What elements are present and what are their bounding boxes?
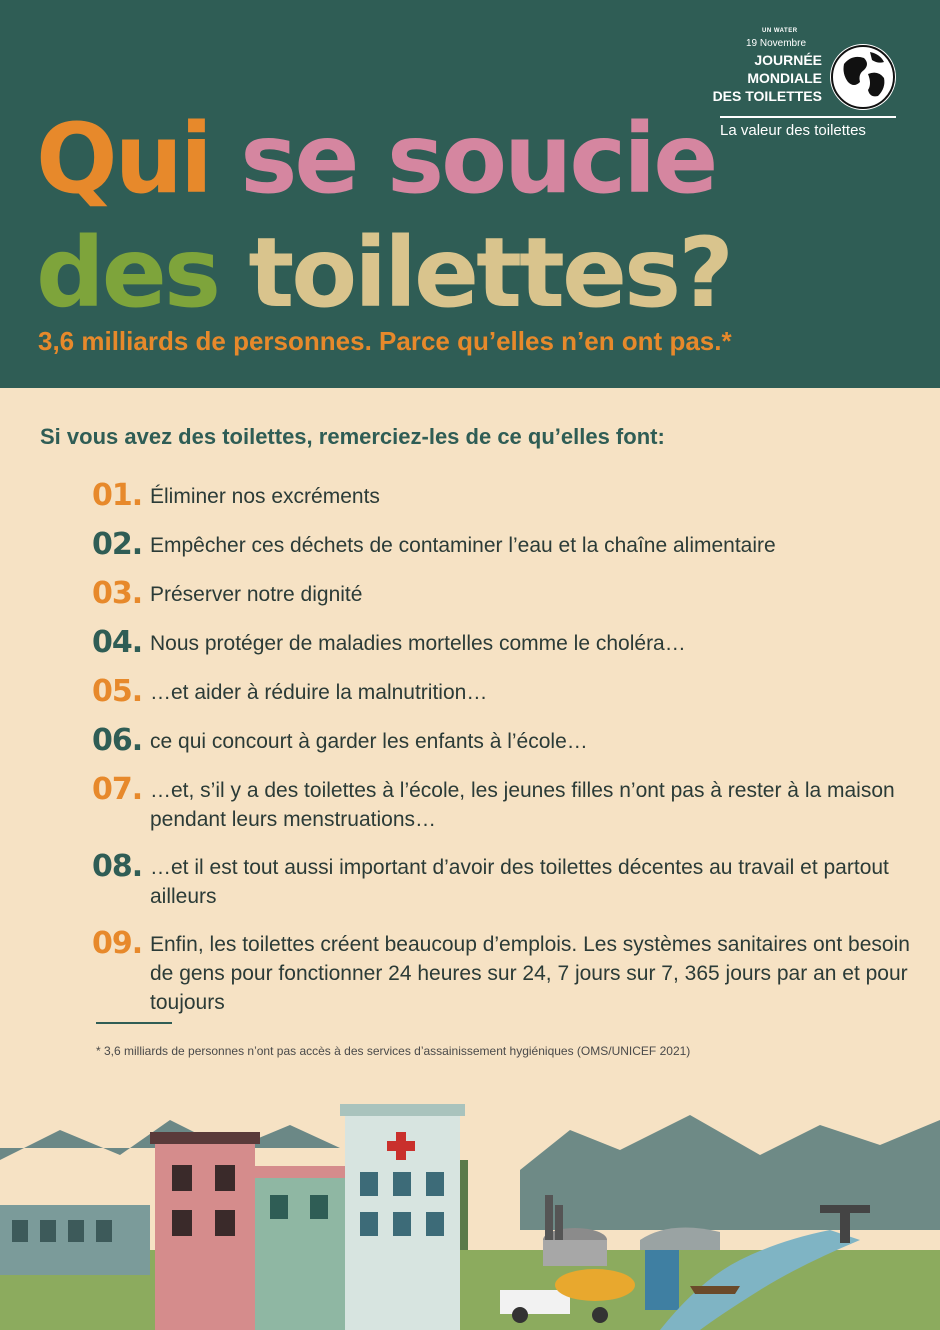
title-word-toilettes: toilettes? [248,217,731,329]
list-item [92,627,912,659]
red-cross-icon [387,1141,415,1151]
hospital-roof [340,1104,465,1116]
list-item [92,725,912,757]
subtitle: 3,6 milliards de personnes. Parce qu’elles n’en ont pas.* [38,326,732,356]
logo-line-2: MONDIALE [747,70,822,86]
item-text: ce qui concourt à garder les enfants à l’école… [150,730,588,753]
item-text: Éliminer nos excréments [150,485,380,508]
footnote-divider [96,1022,172,1024]
window [310,1195,328,1219]
un-water-mark: UN WATER [762,28,798,34]
window [360,1212,378,1236]
item-number: 01. [92,478,143,513]
item-number: 02. [92,527,143,562]
title-word-des: des [36,217,218,329]
mountain-range-right [520,1115,940,1230]
item-number: 05. [92,674,143,709]
title-word-qui: Qui [36,103,210,215]
window [40,1220,56,1242]
item-text: Empêcher ces déchets de contaminer l’eau et la chaîne alimentaire [150,534,776,557]
list-item [92,774,912,834]
green-building [255,1175,345,1330]
window [360,1172,378,1196]
item-number: 07. [92,772,143,807]
item-text: …et il est tout aussi important d’avoir des toilettes décentes au travail et partout ailleurs [150,856,889,908]
window [426,1212,444,1236]
window [172,1165,192,1191]
item-text: …et aider à réduire la malnutrition… [150,681,488,704]
irrigation-frame [820,1205,870,1213]
toilet-cabin [645,1250,679,1310]
irrigation-post [840,1213,850,1243]
item-number: 06. [92,723,143,758]
item-text: …et, s’il y a des toilettes à l’école, les jeunes filles n’ont pas à rester à la maison pendant leurs menstruations… [150,779,895,831]
header-banner [0,0,940,388]
item-number: 03. [92,576,143,611]
window [96,1220,112,1242]
logo-tagline: La valeur des toilettes [720,122,866,139]
truck-cab [500,1290,570,1314]
window [393,1212,411,1236]
window [270,1195,288,1219]
logo-line-1: JOURNÉE [754,52,822,68]
title-line-1 [36,104,715,214]
title-word-se-soucie: se soucie [240,103,716,215]
item-text: Enfin, les toilettes créent beaucoup d’emplois. Les systèmes sanitaires ont besoin de gens pour fonctionner 24 heures sur 24, 7 jours sur 7, 365 jours par an et pour toujours [150,933,910,1014]
item-number: 04. [92,625,143,660]
window [172,1210,192,1236]
list-item [92,578,912,610]
water-tank-body [543,1240,607,1266]
chimney [545,1195,553,1240]
world-toilet-day-logo [710,24,910,144]
item-number: 09. [92,926,143,961]
item-number: 08. [92,849,143,884]
window [215,1210,235,1236]
window [393,1172,411,1196]
intro-heading: Si vous avez des toilettes, remerciez-les de ce qu’elles font: [40,424,665,449]
village-illustration [0,1100,940,1330]
window [215,1165,235,1191]
title-line-2 [36,218,731,328]
boat [690,1286,740,1294]
globe-icon [830,44,896,110]
wheel [592,1307,608,1323]
tree-trunk [460,1160,468,1250]
reasons-list [92,480,912,1034]
wheel [512,1307,528,1323]
tanker-truck [555,1269,635,1301]
list-item [92,851,912,911]
pink-building-roof [150,1132,260,1144]
window [12,1220,28,1242]
footnote: * 3,6 milliards de personnes n’ont pas accès à des services d’assainissement hygiéniques (OMS/UNICEF 2021) [96,1044,691,1058]
list-item [92,529,912,561]
logo-divider [720,116,896,118]
window [68,1220,84,1242]
logo-line-3: DES TOILETTES [712,88,822,104]
list-item [92,480,912,512]
chimney [555,1205,563,1240]
window [426,1172,444,1196]
pink-building [155,1140,255,1330]
list-item [92,928,912,1017]
green-building-roof [250,1166,350,1178]
list-item [92,676,912,708]
stone-bridge [640,1228,720,1251]
item-text: Nous protéger de maladies mortelles comme le choléra… [150,632,686,655]
item-text: Préserver notre dignité [150,583,363,606]
logo-date: 19 Novembre [745,38,807,49]
